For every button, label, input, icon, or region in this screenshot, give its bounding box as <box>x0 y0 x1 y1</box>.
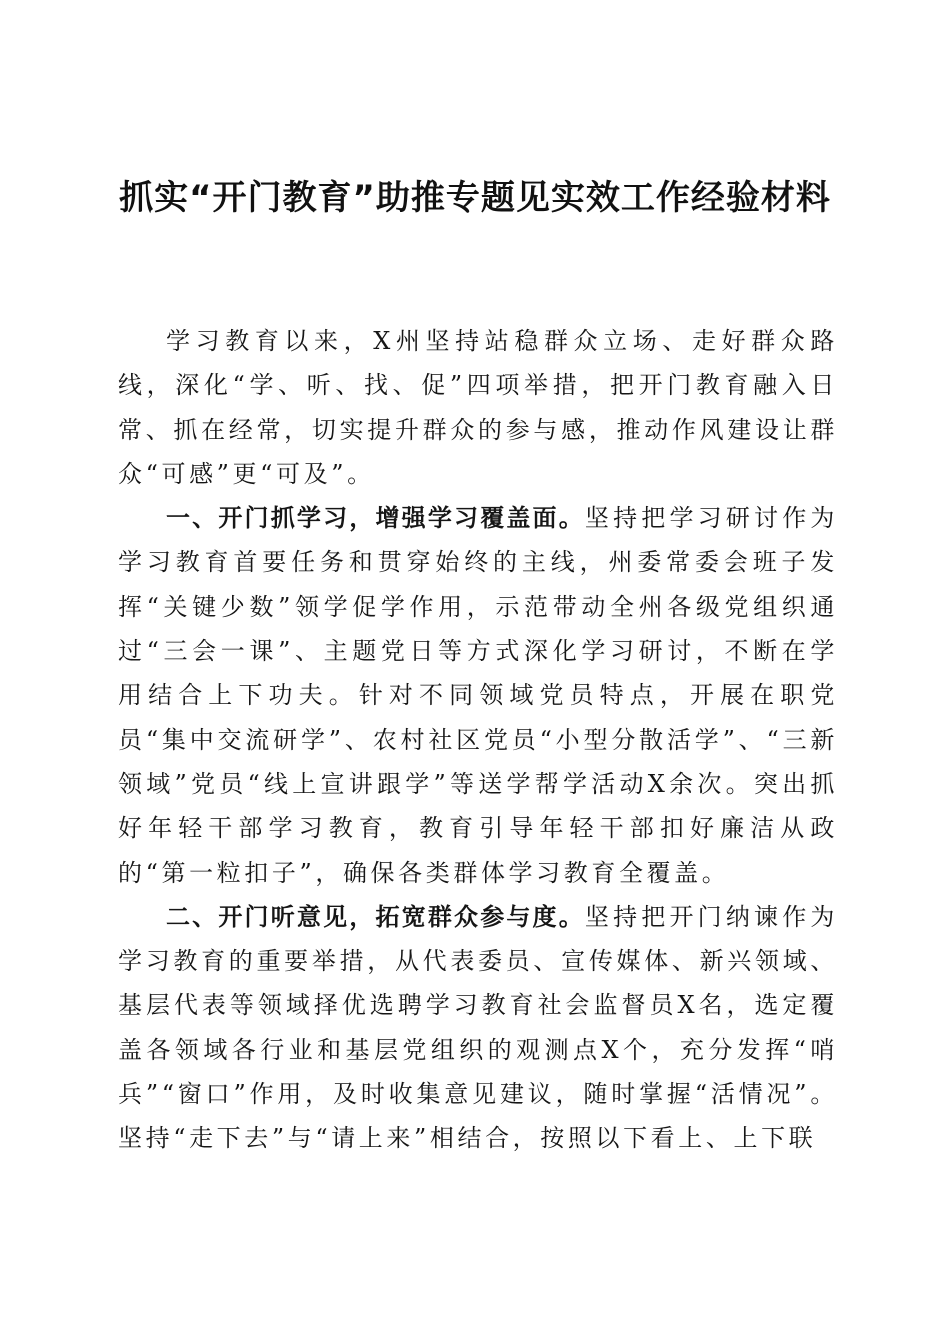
document-body <box>118 319 838 1161</box>
section-two-text: 坚持把开门纳谏作为学习教育的重要举措，从代表委员、宣传媒体、新兴领域、基层代表等领域择优选聘学习教育社会监督员X名，选定覆盖各领域各行业和基层党组织的观测点X个，充分发挥“哨兵”“窗口”作用，及时收集意见建议，随时掌握“活情况”。坚持“走下去”与“请上来”相结合，按照以下看上、上下联 <box>118 902 838 1153</box>
section-one-paragraph <box>118 496 838 895</box>
section-two-paragraph <box>118 895 838 1161</box>
intro-paragraph-text: 学习教育以来，X州坚持站稳群众立场、走好群众路线，深化“学、听、找、促”四项举措，把开门教育融入日常、抓在经常，切实提升群众的参与感，推动作风建设让群众“可感”更“可及”。 <box>118 327 838 488</box>
intro-paragraph <box>118 319 838 496</box>
section-two-heading: 二、开门听意见，拓宽群众参与度。 <box>166 902 585 931</box>
section-one-heading: 一、开门抓学习，增强学习覆盖面。 <box>166 504 585 533</box>
document-title: 抓实“开门教育”助推专题见实效工作经验材料 <box>119 178 831 218</box>
section-one-text: 坚持把学习研讨作为学习教育首要任务和贯穿始终的主线，州委常委会班子发挥“关键少数”领学促学作用，示范带动全州各级党组织通过“三会一课”、主题党日等方式深化学习研讨，不断在学用结合上下功夫。针对不同领域党员特点，开展在职党员“集中交流研学”、农村社区党员“小型分散活学”、“三新领域”党员“线上宣讲跟学”等送学帮学活动X余次。突出抓好年轻干部学习教育，教育引导年轻干部扣好廉洁从政的“第一粒扣子”，确保各类群体学习教育全覆盖。 <box>118 504 838 887</box>
